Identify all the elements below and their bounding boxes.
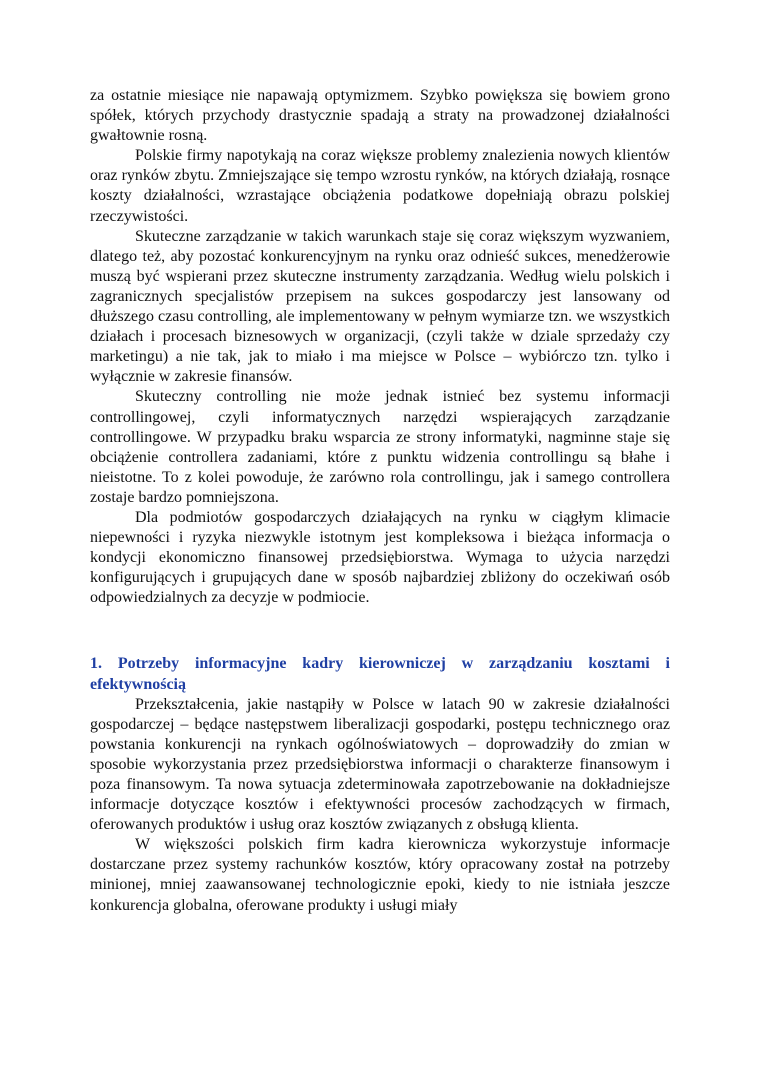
section-paragraph-1: Przekształcenia, jakie nastąpiły w Polsce w latach 90 w zakresie działalności gospodarczej – będące następstwem liberalizacji gospodarki, postępu technicznego oraz powstania konkurencji na rynkach ogólnoświatowych – doprowadziły do zmian w sposobie wykorzystania przez przedsiębiorstwa informacji o charakterze finansowym i poza finansowym. Ta nowa sytuacja zdeterminowała zapotrzebowanie na dokładniejsze informacje dotyczące kosztów i efektywności procesów zachodzących w firmach, oferowanych produktów i usług oraz kosztów związanych z obsługą klienta. [90,695,670,834]
paragraph-1: za ostatnie miesiące nie napawają optymizmem. Szybko powiększa się bowiem grono spółek, których przychody drastycznie spadają a straty na prowadzonej działalności gwałtownie rosną. [90,87,670,145]
section-heading: 1. Potrzeby informacyjne kadry kierowniczej w zarządzaniu kosztami i efektywnością [90,655,670,693]
paragraph-2: Polskie firmy napotykają na coraz większe problemy znalezienia nowych klientów oraz rynków zbytu. Zmniejszające się tempo wzrostu rynków, na których działają, rosnące koszty działalności, wzrastające obciążenia podatkowe dopełniają obrazu polskiej rzeczywistości. [90,147,670,225]
paragraph-3: Skuteczne zarządzanie w takich warunkach staje się coraz większym wyzwaniem, dlatego też, aby pozostać konkurencyjnym na rynku oraz odnieść sukces, menedżerowie muszą być wspierani przez skuteczne instrumenty zarządzania. Według wielu polskich i zagranicznych specjalistów przepisem na sukces gospodarczy jest lansowany od dłuższego czasu controlling, ale implementowany w pełnym wymiarze tzn. we wszystkich działach i procesach biznesowych w organizacji, (czyli także w dziale sprzedaży czy marketingu) a nie tak, jak to miało i ma miejsce w Polsce – wybiórczo tzn. tylko i wyłącznie w zakresie finansów. [90,227,670,386]
document-page [90,86,670,916]
section-paragraph-2: W większości polskich firm kadra kierownicza wykorzystuje informacje dostarczane przez systemy rachunków kosztów, który opracowany został na potrzeby minionej, mniej zaawansowanej technologicznie epoki, kiedy to nie istniała jeszcze konkurencja globalna, oferowane produkty i usługi miały [90,836,670,914]
paragraph-5: Dla podmiotów gospodarczych działających na rynku w ciągłym klimacie niepewności i ryzyka niezwykle istotnym jest kompleksowa i bieżąca informacja o kondycji ekonomiczno finansowej przedsiębiorstwa. Wymaga to użycia narzędzi konfigurujących i grupujących dane w sposób najbardziej zbliżony do oczekiwań osób odpowiedzialnych za decyzje w podmiocie. [90,508,670,607]
paragraph-4: Skuteczny controlling nie może jednak istnieć bez systemu informacji controllingowej, czyli informatycznych narzędzi wspierających zarządzanie controllingowe. W przypadku braku wsparcia ze strony informatyki, nagminne staje się obciążenie controllera zadaniami, które z punktu widzenia controllingu są błahe i nieistotne. To z kolei powoduje, że zarówno rola controllingu, jak i samego controllera zostaje bardzo pomniejszona. [90,388,670,506]
